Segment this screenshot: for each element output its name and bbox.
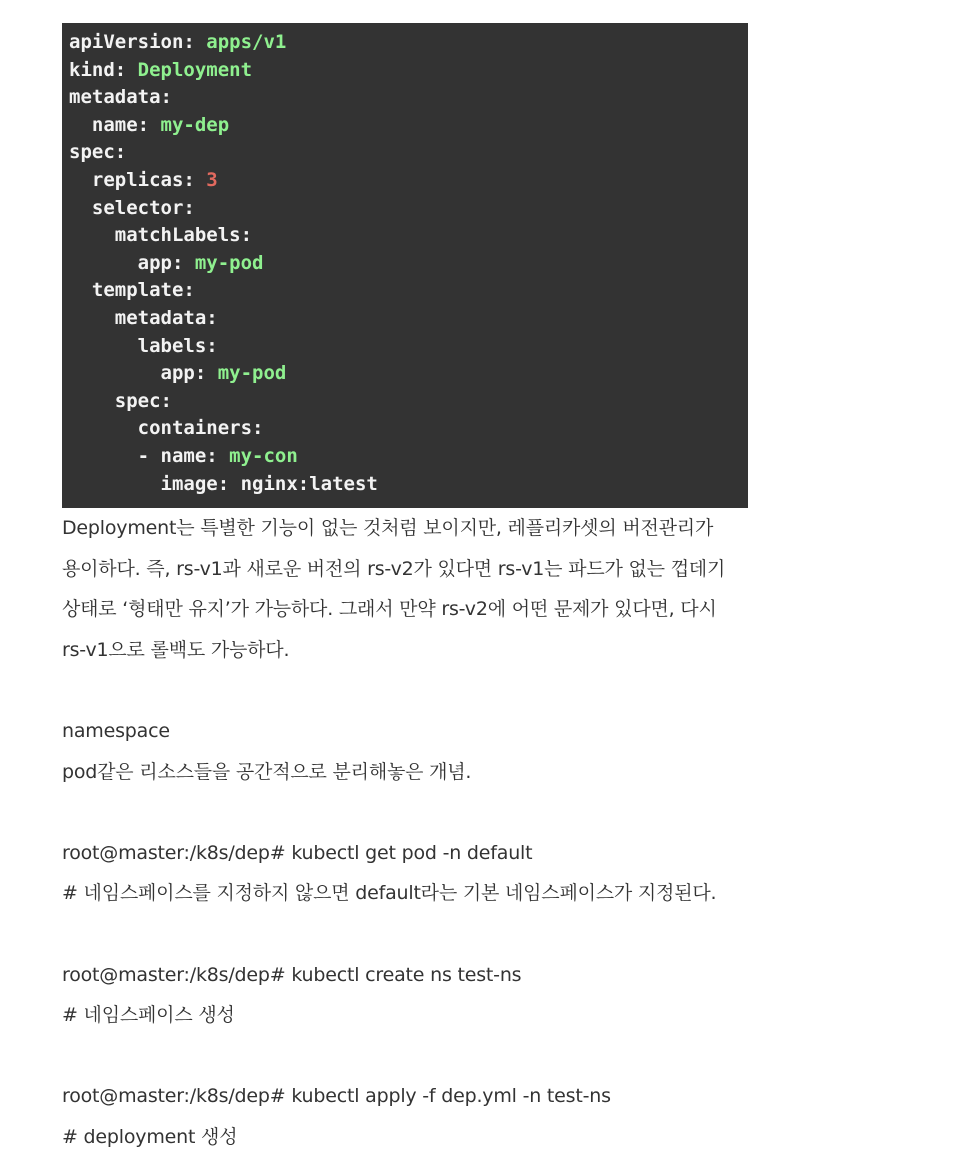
command-apply: root@master:/k8s/dep# kubectl apply -f dep.yml -n test-ns — [62, 1085, 611, 1108]
yaml-key: replicas: — [91, 168, 195, 191]
code-line — [69, 277, 748, 305]
command-apply-note: # deployment 생성 — [62, 1125, 238, 1148]
yaml-code-block[interactable] — [62, 23, 748, 508]
yaml-key: app: — [160, 362, 207, 385]
yaml-key: labels: — [137, 334, 218, 357]
yaml-key: - name: — [137, 444, 218, 467]
yaml-value: my-dep — [149, 113, 230, 136]
yaml-value: my-con — [217, 444, 298, 467]
yaml-key: apiVersion: — [69, 31, 195, 53]
spacer — [62, 914, 822, 955]
command-get-pod: root@master:/k8s/dep# kubectl get pod -n default — [62, 841, 533, 864]
yaml-key: matchLabels: — [114, 224, 253, 247]
code-line — [69, 29, 748, 57]
yaml-value: Deployment — [126, 58, 253, 81]
article-body — [62, 508, 822, 1158]
yaml-key: app: — [137, 251, 184, 274]
yaml-key: template: — [91, 279, 195, 302]
yaml-key: image: — [160, 472, 230, 495]
command-create-ns: root@master:/k8s/dep# kubectl create ns test-ns — [62, 963, 522, 986]
command-get-pod-note: # 네임스페이스를 지정하지 않으면 default라는 기본 네임스페이스가 지정된다. — [62, 882, 717, 905]
code-line — [69, 388, 748, 416]
yaml-key: spec: — [69, 141, 127, 164]
yaml-key: metadata: — [69, 86, 172, 109]
yaml-value: nginx:latest — [229, 472, 378, 495]
code-line — [69, 471, 748, 499]
paragraph-line: rs-v1으로 롤백도 가능하다. — [62, 638, 290, 661]
spacer — [62, 792, 822, 833]
yaml-value: my-pod — [206, 362, 287, 385]
yaml-key: kind: — [69, 58, 127, 81]
yaml-key: metadata: — [114, 306, 218, 329]
yaml-key: selector: — [91, 196, 195, 219]
namespace-description: pod같은 리소스들을 공간적으로 분리해놓은 개념. — [62, 760, 472, 783]
code-line — [69, 167, 748, 195]
code-line — [69, 112, 748, 140]
spacer — [62, 1036, 822, 1077]
code-line — [69, 305, 748, 333]
paragraph-line: Deployment는 특별한 기능이 없는 것처럼 보이지만, 레플리카셋의 버전관리가 — [62, 517, 714, 539]
code-line — [69, 360, 748, 388]
code-line — [69, 84, 748, 112]
yaml-value: 3 — [194, 168, 218, 191]
code-line — [69, 443, 748, 471]
code-line — [69, 195, 748, 223]
paragraph-line: 용이하다. 즉, rs-v1과 새로운 버전의 rs-v2가 있다면 rs-v1는 파드가 없는 껍데기 — [62, 557, 726, 580]
code-line — [69, 222, 748, 250]
article-content — [62, 23, 822, 1158]
yaml-key: name: — [91, 113, 150, 136]
yaml-key: spec: — [114, 389, 172, 412]
paragraph-line: 상태로 ‘형태만 유지’가 가능하다. 그래서 만약 rs-v2에 어떤 문제가 있다면, 다시 — [62, 598, 717, 621]
code-line — [69, 415, 748, 443]
code-line — [69, 139, 748, 167]
yaml-key: containers: — [137, 417, 264, 440]
code-line — [69, 57, 748, 85]
spacer — [62, 670, 822, 711]
code-line — [69, 333, 748, 361]
code-line — [69, 250, 748, 278]
namespace-heading: namespace — [62, 719, 170, 742]
command-create-ns-note: # 네임스페이스 생성 — [62, 1004, 235, 1027]
deployment-paragraph — [62, 508, 822, 670]
yaml-value: apps/v1 — [194, 31, 287, 53]
yaml-value: my-pod — [183, 251, 264, 274]
